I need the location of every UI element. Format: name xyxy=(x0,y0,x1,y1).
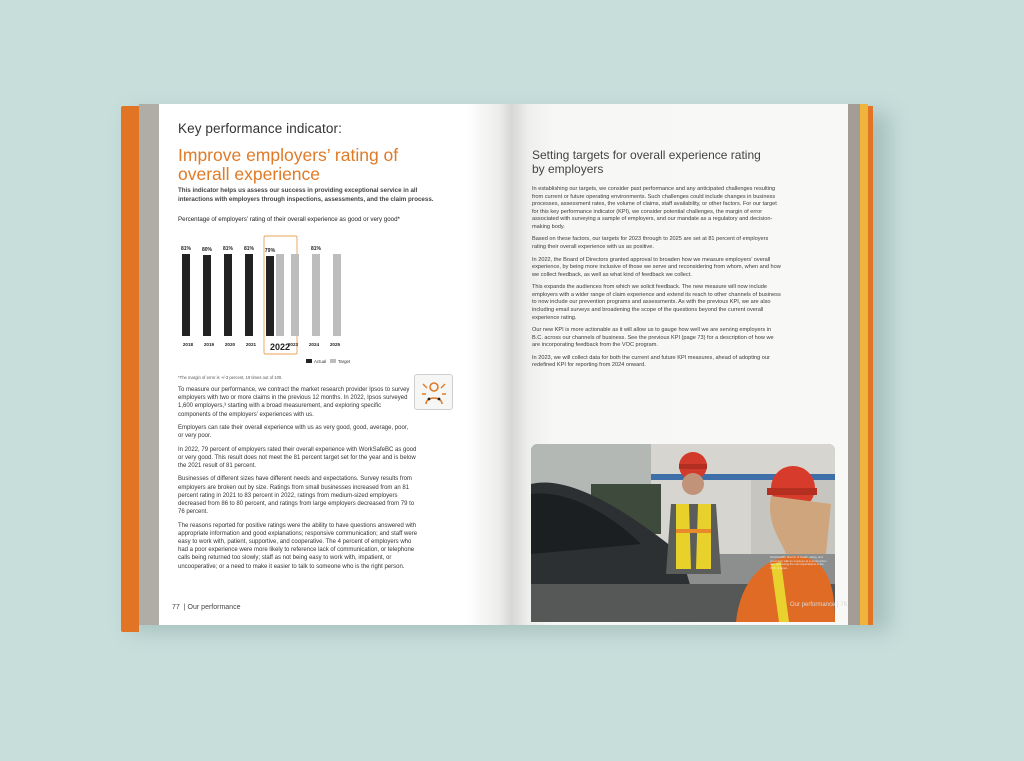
left-footer xyxy=(172,604,244,611)
right-paragraph: Our new KPI is more actionable as it will allow us to gauge how well we are serving employers in B.C. across our channels of business. See the previous KPI (page 73) for a description of how we are incorporating feedback from the VOC program. xyxy=(532,327,774,349)
bar-target-2023 xyxy=(291,254,299,336)
tick-label-2024: 2024 xyxy=(308,342,320,347)
left-paragraph: In 2022, 79 percent of employers rated their overall experience with WorkSafeBC as good or very good. This result does not meet the 81 percent target set for the year and is below the 2021 result of 81 percent. xyxy=(178,446,417,469)
right-page-orange-stripe xyxy=(860,104,868,625)
right-cover-edge xyxy=(868,106,873,625)
legend-swatch-target xyxy=(330,359,336,363)
tick-label-2023: 2023 xyxy=(287,342,299,347)
legend-swatch-actual xyxy=(306,359,312,363)
left-paragraph: The reasons reported for positive ratings were the ability to have questions answered with appropriate information and good explanations; responsive communication; and staff were easy to work with, patient, supportive, and cooperative. The 4 percent of employers who had a poor experience were more likely to reference lack of communication, or telephone calls being returned too slowly; staff as not being easy to work with, impatient, or uncooperative; or a need to make it easier to talk to someone who is the right person. xyxy=(178,522,418,570)
margin-note: *The margin of error is +/-3 percent, 19 times out of 100. xyxy=(178,375,283,380)
bar-actual-2018 xyxy=(182,254,190,336)
left-page-stripe xyxy=(139,104,159,625)
bar-target-2025 xyxy=(333,254,341,336)
bar-actual-2021 xyxy=(245,254,253,336)
survey-icon-box xyxy=(414,374,453,410)
kpi-kicker: Key performance indicator: xyxy=(178,121,342,136)
page-number: 77 xyxy=(172,604,180,611)
left-cover-edge xyxy=(121,106,139,632)
kpi-bar-chart xyxy=(176,232,366,372)
data-label-2019: 80% xyxy=(201,247,213,254)
section-label: | Our performance xyxy=(183,604,241,611)
tick-label-2019: 2019 xyxy=(203,342,215,347)
right-page-title: Setting targets for overall experience rating by employers xyxy=(532,148,761,176)
left-paragraph: Employers can rate their overall experience with us as very good, good, average, poor, or very poor. xyxy=(178,425,409,440)
chart-title: Percentage of employers’ rating of their overall experience as good or very good* xyxy=(178,216,400,223)
page-title: Improve employers’ rating of overall experience xyxy=(178,145,399,184)
bar-target-2022 xyxy=(276,254,284,336)
left-body xyxy=(178,386,418,576)
right-page-gray-stripe xyxy=(848,104,860,625)
right-paragraph: In establishing our targets, we consider past performance and any anticipated challenges resulting from current or future operating environments. Such challenges could include changes in business processes, assessment rates, the volume of claims, staff availability, or other factors. For our target for this key performance indicator (KPI), we consider potential challenges, the margin of error associated with surveying a sample of employers, and our mandate as a regulatory and decision-making body. xyxy=(532,186,777,230)
chart-svg xyxy=(176,232,366,372)
bar-actual-2022 xyxy=(266,256,274,336)
right-paragraph: This expands the audiences from which we solicit feedback. The new measure will now include employers with a wider range of claim experience and extend its reach to other channels of business to now include our prevention programs and assessments. As with the previous KPI, we are also including email surveys and broadening the scope of the questions beyond the current overall experience rating. xyxy=(532,284,781,321)
data-label-2022: 79% xyxy=(264,248,276,255)
worksite-photo-illustration xyxy=(531,444,835,622)
bar-actual-2020 xyxy=(224,254,232,336)
tick-label-2020: 2020 xyxy=(224,342,236,347)
worksite-photo xyxy=(531,444,835,622)
right-footer: Our performance | 78 xyxy=(790,602,847,608)
bar-target-2024 xyxy=(312,254,320,336)
right-paragraph: Based on these factors, our targets for 2023 through to 2025 are set at 81 percent of employers rating their overall experience with us as positive. xyxy=(532,236,769,251)
legend-label-target: Target xyxy=(338,359,351,364)
right-paragraph: In 2023, we will collect data for both the current and future KPI measures, ahead of adopting our redefined KPI for reporting from 2024 onward. xyxy=(532,354,770,369)
tick-label-2021: 2021 xyxy=(245,342,257,347)
survey-icon xyxy=(419,378,449,406)
legend-label-actual: Actual xyxy=(314,359,327,364)
data-label-2021: 81% xyxy=(243,246,255,252)
photo-caption: WorkSafeBC director of health, safety, and prevention with an employer at a construction site, discussing the new expectations of the VOC program. xyxy=(770,555,827,570)
intro-text: This indicator helps us assess our success in providing exceptional service in all interactions with employers through inspections, assessments, and the claim process. xyxy=(178,187,434,203)
tick-label-2025: 2025 xyxy=(329,342,341,347)
tick-label-2018: 2018 xyxy=(182,342,194,347)
right-paragraph: In 2022, the Board of Directors granted approval to broaden how we measure employers’ overall experience, by being more inclusive of those we serve and reconsidering from whom, when and how we collect feedback, as well as what kind of feedback we collect. xyxy=(532,256,781,278)
tick-label-2022: 2022 xyxy=(269,342,291,352)
bar-actual-2019 xyxy=(203,255,211,336)
right-body xyxy=(532,186,782,375)
left-paragraph: To measure our performance, we contract the market research provider Ipsos to survey employers with two or more claims in the previous 12 months. In 2022, Ipsos surveyed 1,600 employers,³ starting with a broad measurement, and exploring specific components of the employers’ experiences with us. xyxy=(178,387,410,418)
left-paragraph: Businesses of different sizes have different needs and expectations. Survey results from employers are broken out by size. Ratings from small businesses increased from an 81 percent rating in 2021 to 83 percent in 2022, ratings from medium-sized employers decreased from 86 to 80 percent, and ratings from large employers decreased from 79 to 76 percent. xyxy=(178,476,415,516)
data-label-2024: 81% xyxy=(310,246,322,252)
data-label-2018: 81% xyxy=(180,246,192,252)
data-label-2020: 81% xyxy=(222,246,234,252)
